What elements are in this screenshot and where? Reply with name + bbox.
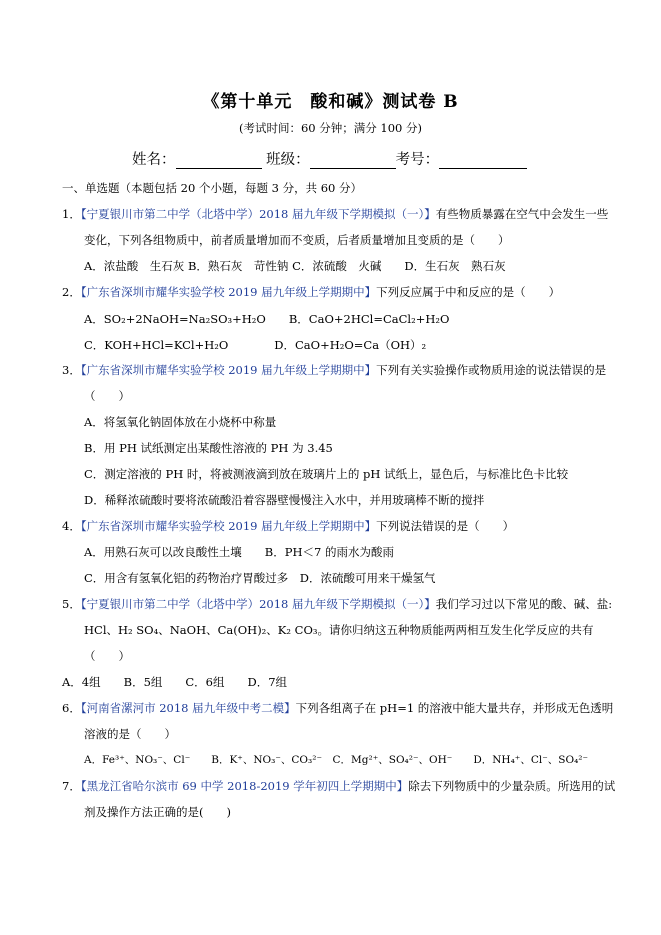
name-field[interactable]: [176, 154, 262, 169]
question-line: [62, 700, 613, 716]
option-line: A．4组 B．5组 C．6组 D．7组: [62, 675, 288, 689]
question-stem: 下列说法错误的是（ ）: [376, 519, 515, 533]
exam-no-field[interactable]: [439, 154, 527, 169]
question-stem: 下列有关实验操作或物质用途的说法错误的是: [376, 363, 607, 377]
option-line: C．KOH+HCl=KCl+H₂O D．CaO+H₂O=Ca（OH）₂: [84, 338, 427, 352]
question-number: 7．: [62, 779, 81, 793]
question-stem: 有些物质暴露在空气中会发生一些: [435, 207, 609, 221]
question-number: 5．: [62, 597, 81, 611]
student-info-row: [132, 148, 527, 169]
question-stem: HCl、H₂ SO₄、NaOH、Ca(OH)₂、K₂ CO₃。请你归纳这五种物质能两两相互发生化学反应的共有: [84, 623, 594, 637]
question-source: 【广东省深圳市耀华实验学校 2019 届九年级上学期期中】: [80, 519, 377, 533]
question-stem: 下列反应属于中和反应的是（ ）: [376, 285, 561, 299]
question-number: 2．: [62, 285, 81, 299]
class-label: 班级：: [266, 152, 310, 168]
question-line: [62, 362, 606, 378]
question-number: 3．: [62, 363, 81, 377]
question-source: 【黑龙江省哈尔滨市 69 中学 2018-2019 学年初四上学期期中】: [80, 779, 409, 793]
question-source: 【宁夏银川市第二中学（北塔中学）2018 届九年级下学期模拟（一）】: [80, 597, 436, 611]
exam-no-label: 考号：: [395, 152, 440, 168]
page-title: 《第十单元 酸和碱》测试卷 B: [202, 92, 459, 112]
option-line: A．Fe³⁺、NO₃⁻、Cl⁻ B．K⁺、NO₃⁻、CO₃²⁻ C．Mg²⁺、SO₄²⁻、OH⁻ D．NH₄⁺、Cl⁻、SO₄²⁻: [84, 754, 589, 766]
question-stem: 我们学习过以下常见的酸、碱、盐:: [435, 597, 613, 611]
option-line: A．用熟石灰可以改良酸性土壤 B．PH＜7 的雨水为酸雨: [84, 545, 394, 559]
question-number: 6．: [62, 701, 81, 715]
question-stem: 剂及操作方法正确的是( ): [84, 805, 231, 819]
option-line: D．稀释浓硫酸时要将浓硫酸沿着容器壁慢慢注入水中，并用玻璃棒不断的搅拌: [84, 493, 485, 507]
question-line: [62, 518, 514, 534]
class-field[interactable]: [310, 154, 396, 169]
question-line: [62, 596, 612, 612]
option-line: A．SO₂+2NaOH=Na₂SO₃+H₂O B．CaO+2HCl=CaCl₂+H₂O: [84, 312, 450, 326]
question-line: [62, 778, 615, 794]
option-line: A．浓盐酸 生石灰 B．熟石灰 苛性钠 C．浓硫酸 火碱 D．生石灰 熟石灰: [84, 259, 506, 273]
question-stem: 除去下列物质中的少量杂质。所选用的试: [408, 779, 616, 793]
question-source: 【广东省深圳市耀华实验学校 2019 届九年级上学期期中】: [80, 285, 377, 299]
exam-info: (考试时间：60 分钟；满分 100 分): [238, 121, 423, 135]
option-line: C．测定溶液的 PH 时，将被测液滴到放在玻璃片上的 pH 试纸上，显色后，与标准比色卡比较: [84, 467, 569, 481]
question-stem: 下列各组离子在 pH=1 的溶液中能大量共存，并形成无色透明: [295, 701, 614, 715]
question-number: 1．: [62, 207, 81, 221]
question-source: 【宁夏银川市第二中学（北塔中学）2018 届九年级下学期模拟（一）】: [80, 207, 436, 221]
question-stem: 溶液的是（ ）: [84, 727, 176, 741]
option-line: C．用含有氢氧化铝的药物治疗胃酸过多 D．浓硫酸可用来干燥氢气: [84, 571, 436, 585]
name-label: 姓名：: [132, 152, 176, 168]
question-line: [62, 206, 608, 222]
question-line: [62, 284, 560, 300]
question-stem: （ ）: [84, 649, 130, 663]
question-stem: （ ）: [84, 389, 130, 403]
option-line: A．将氢氧化钠固体放在小烧杯中称量: [84, 415, 277, 429]
question-stem: 变化，下列各组物质中，前者质量增加而不变质，后者质量增加且变质的是（ ）: [84, 233, 510, 247]
question-source: 【广东省深圳市耀华实验学校 2019 届九年级上学期期中】: [80, 363, 377, 377]
option-line: B．用 PH 试纸测定出某酸性溶液的 PH 为 3.45: [84, 441, 333, 455]
section-heading: 一、单选题（本题包括 20 个小题，每题 3 分，共 60 分）: [62, 181, 363, 195]
question-source: 【河南省漯河市 2018 届九年级中考二模】: [80, 701, 296, 715]
question-number: 4．: [62, 519, 81, 533]
